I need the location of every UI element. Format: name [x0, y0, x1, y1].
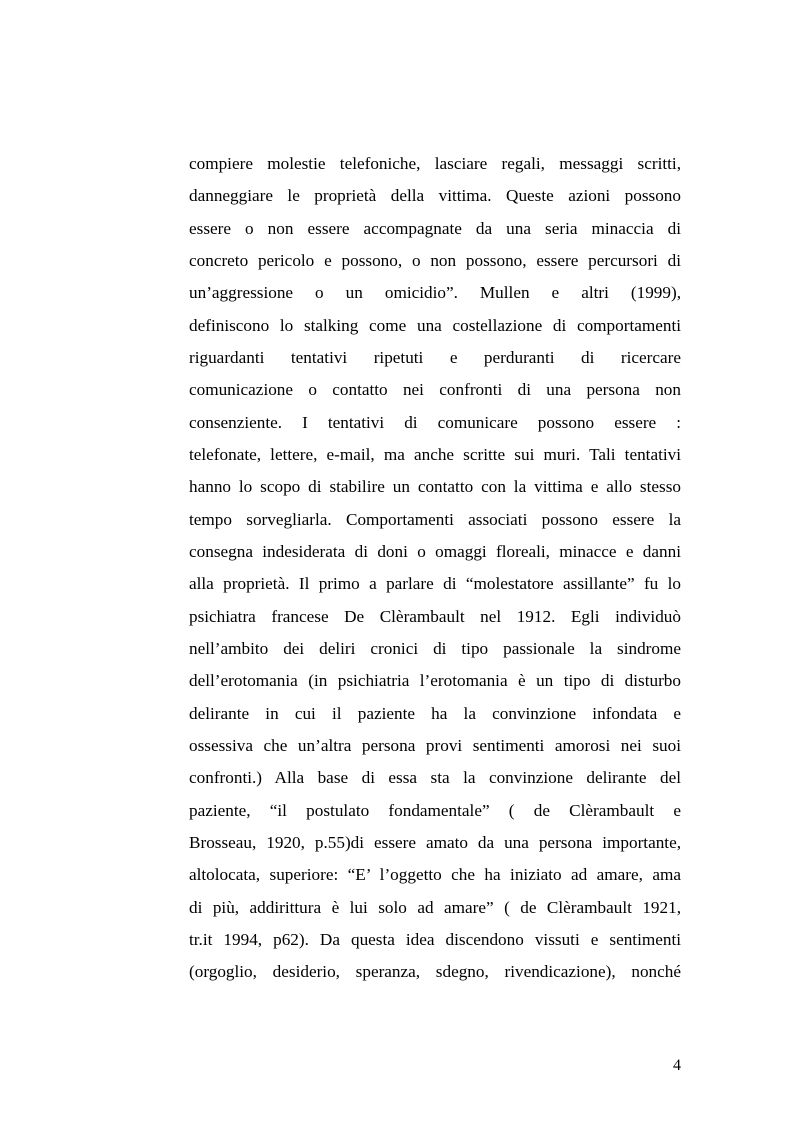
- text-line: ossessiva che un’altra persona provi sentimenti amorosi nei suoi: [189, 735, 681, 755]
- text-line: paziente, “il postulato fondamentale” ( de Clèrambault e: [189, 800, 681, 820]
- text-line: compiere molestie telefoniche, lasciare regali, messaggi scritti,: [189, 154, 681, 173]
- text-line: danneggiare le proprietà della vittima. Queste azioni possono: [189, 186, 681, 206]
- text-line: dell’erotomania (in psichiatria l’erotomania è un tipo di disturbo: [189, 671, 681, 691]
- text-line: altolocata, superiore: “E’ l’oggetto che ha iniziato ad amare, ama: [189, 865, 681, 885]
- text-line: nell’ambito dei deliri cronici di tipo passionale la sindrome: [189, 638, 681, 658]
- text-line: comunicazione o contatto nei confronti di una persona non: [189, 380, 681, 400]
- page-number: 4: [673, 1057, 681, 1074]
- text-line: consegna indesiderata di doni o omaggi floreali, minacce e danni: [189, 541, 681, 561]
- body-text: [189, 148, 681, 989]
- text-line: tempo sorvegliarla. Comportamenti associati possono essere la: [189, 509, 681, 529]
- text-line: hanno lo scopo di stabilire un contatto con la vittima e allo stesso: [189, 477, 681, 497]
- text-line: un’aggressione o un omicidio”. Mullen e altri (1999),: [189, 283, 681, 303]
- text-line: (orgoglio, desiderio, speranza, sdegno, rivendicazione), nonché: [189, 962, 681, 982]
- text-line: delirante in cui il paziente ha la convinzione infondata e: [189, 703, 681, 723]
- text-line: telefonate, lettere, e-mail, ma anche scritte sui muri. Tali tentativi: [189, 444, 681, 464]
- text-line: riguardanti tentativi ripetuti e perduranti di ricercare: [189, 347, 681, 367]
- text-line: essere o non essere accompagnate da una seria minaccia di: [189, 218, 681, 238]
- text-line: Brosseau, 1920, p.55)di essere amato da una persona importante,: [189, 832, 681, 852]
- text-line: tr.it 1994, p62). Da questa idea discendono vissuti e sentimenti: [189, 929, 681, 949]
- text-line: di più, addirittura è lui solo ad amare” ( de Clèrambault 1921,: [189, 897, 681, 917]
- text-line: confronti.) Alla base di essa sta la convinzione delirante del: [189, 768, 681, 788]
- text-line: alla proprietà. Il primo a parlare di “molestatore assillante” fu lo: [189, 574, 681, 594]
- text-line: definiscono lo stalking come una costellazione di comportamenti: [189, 315, 681, 335]
- text-line: concreto pericolo e possono, o non possono, essere percursori di: [189, 250, 681, 270]
- text-line: psichiatra francese De Clèrambault nel 1912. Egli individuò: [189, 606, 681, 626]
- text-line: consenziente. I tentativi di comunicare possono essere :: [189, 412, 681, 432]
